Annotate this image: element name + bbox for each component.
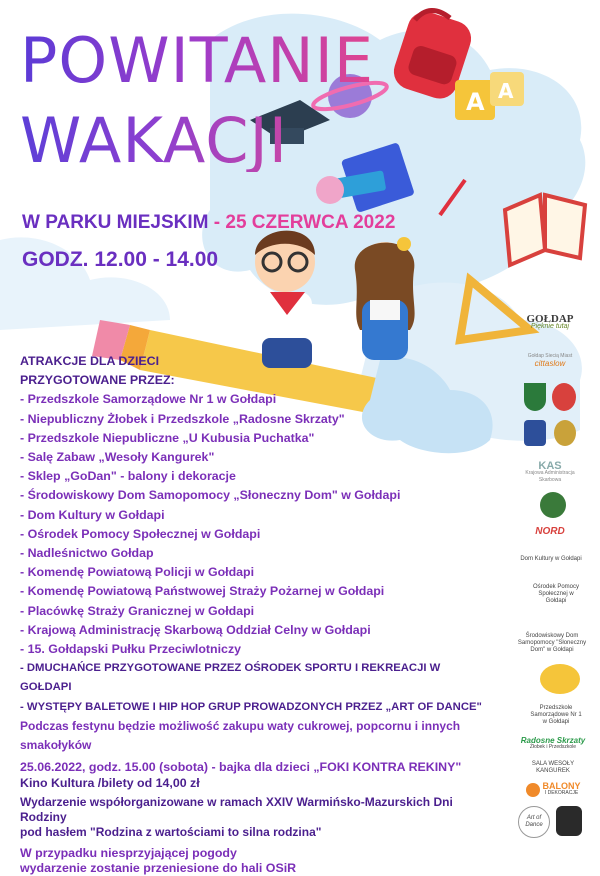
border-guard-icon [554, 420, 576, 446]
coat-of-arms-icon [524, 383, 546, 411]
extra-bouncy-castles: - DMUCHAŃCE PRZYGOTOWANE PRZEZ OŚRODEK SPORTU I REKREACJI W GOŁDAPI [20, 662, 441, 694]
goldap-logo-text: GOŁDAP [526, 313, 574, 325]
cinema-line-1: 25.06.2022, godz. 15.00 (sobota) - bajka dla dzieci „FOKI KONTRA REKINY" [20, 760, 462, 775]
forestry-icon [540, 492, 566, 518]
nord-logo-text: NORD [535, 525, 565, 537]
cinema-line-2: Kino Kultura /bilety od 14,00 zł [20, 776, 200, 791]
festival-note: Podczas festynu będzie możliwość zakupu waty cukrowej, popcornu i innych smakołyków [20, 718, 461, 753]
weather-line-2: wydarzenie zostanie przeniesione do hali OSiR [20, 861, 297, 876]
list-item: - Nadleśnictwo Gołdap [20, 546, 154, 561]
balony-text: BALONY [542, 781, 581, 791]
art-of-dance-text: Art of Dance [525, 815, 543, 828]
list-item: - Placówkę Straży Granicznej w Gołdapi [20, 603, 255, 618]
regiment-badge-icon [556, 806, 582, 836]
title-line-2: WAKACJI [20, 104, 289, 177]
skrzaty-subtext: Żłobek i Przedszkole [529, 744, 577, 750]
place-text: W PARKU MIEJSKIM [22, 212, 209, 233]
list-item: - Salę Zabaw „Wesoły Kangurek" [20, 450, 215, 465]
coorganized-line-2: pod hasłem "Rodzina z wartościami to silna rodzina" [20, 825, 322, 840]
osir-logo [540, 664, 580, 694]
list-item: - Dom Kultury w Gołdapi [20, 507, 165, 522]
skrzaty-text: Radosne Skrzaty [520, 736, 586, 745]
weather-line-1: W przypadku niesprzyjającej pogody [20, 846, 237, 861]
event-date: 25 CZERWCA 2022 [225, 212, 396, 233]
kangurek-logo: SALA WESOŁY KANGUREK [531, 761, 575, 774]
event-place [22, 212, 395, 234]
list-item: - Przedszkole Niepubliczne „U Kubusia Puchatka" [20, 430, 315, 445]
cittaslow-text: cittaslow [534, 359, 566, 368]
dom-kultury-logo: Dom Kultury w Gołdapi [520, 555, 582, 562]
balony-logo [520, 780, 586, 800]
fire-brigade-icon [552, 383, 576, 411]
przedszkole-logo: Przedszkole Samorządowe Nr 1 w Gołdapi [530, 704, 582, 725]
goldap-logo [514, 308, 586, 338]
cittaslow-logo [514, 345, 586, 375]
list-item: - Krajową Administrację Skarbową Oddział Celny w Gołdapi [20, 622, 371, 637]
list-item: - Ośrodek Pomocy Społecznej w Gołdapi [20, 526, 261, 541]
list-item: - 15. Gołdapski Pułku Przeciwlotniczy [20, 642, 242, 657]
sds-logo: Środowiskowy Dom Samopomocy "Słoneczny Dom" w Gołdapi [517, 632, 587, 653]
event-hours: GODZ. 12.00 - 14.00 [22, 248, 219, 271]
police-badge-icon [524, 420, 546, 446]
place-separator: - [208, 212, 226, 233]
art-of-dance-logo [518, 806, 550, 838]
boy-figure [255, 231, 315, 368]
nord-logo [520, 524, 580, 538]
title-line-1: POWITANIE [20, 24, 375, 97]
list-item: - Niepubliczny Żłobek i Przedszkole „Radosne Skrzaty" [20, 411, 345, 426]
attractions-section [20, 352, 490, 876]
list-item: - Sklep „GoDan" - balony i dekoracje [20, 469, 236, 484]
extra-dance-shows: - WYSTĘPY BALETOWE I HIP HOP GRUP PROWADZONYCH PRZEZ „ART OF DANCE" [20, 700, 482, 713]
customs-logo: KAS Krajowa Administracja Skarbowa [520, 460, 580, 486]
svg-text:A: A [466, 88, 485, 116]
girl-figure [355, 237, 415, 360]
customs-logo-text: Krajowa Administracja Skarbowa [525, 469, 575, 483]
cittaslow-top-text: Gołdap Siecią Miast [527, 353, 573, 359]
goldap-logo-tagline: Pięknie tutaj [530, 323, 570, 330]
balony-subtext: I DEKORACJE [544, 790, 579, 796]
list-item: - Komendę Powiatową Państwowej Straży Pożarnej w Gołdapi [20, 584, 385, 599]
attractions-heading-2: PRZYGOTOWANE PRZEZ: [20, 373, 175, 388]
list-item: - Środowiskowy Dom Samopomocy „Słoneczny Dom" w Gołdapi [20, 488, 401, 503]
organizer-list [20, 390, 490, 659]
list-item: - Komendę Powiatową Policji w Gołdapi [20, 565, 255, 580]
svg-text:A: A [498, 79, 514, 103]
balloon-icon [526, 783, 540, 797]
attractions-heading-1: ATRAKCJE DLA DZIECI [20, 354, 160, 368]
list-item: - Przedszkole Samorządowe Nr 1 w Gołdapi [20, 392, 277, 407]
skrzaty-logo [518, 734, 588, 754]
ops-logo: Ośrodek Pomocy Społecznej w Gołdapi [532, 583, 580, 604]
coorganized-line-1: Wydarzenie współorganizowane w ramach XXIV Warmińsko-Mazurskich Dni Rodziny [20, 795, 453, 825]
